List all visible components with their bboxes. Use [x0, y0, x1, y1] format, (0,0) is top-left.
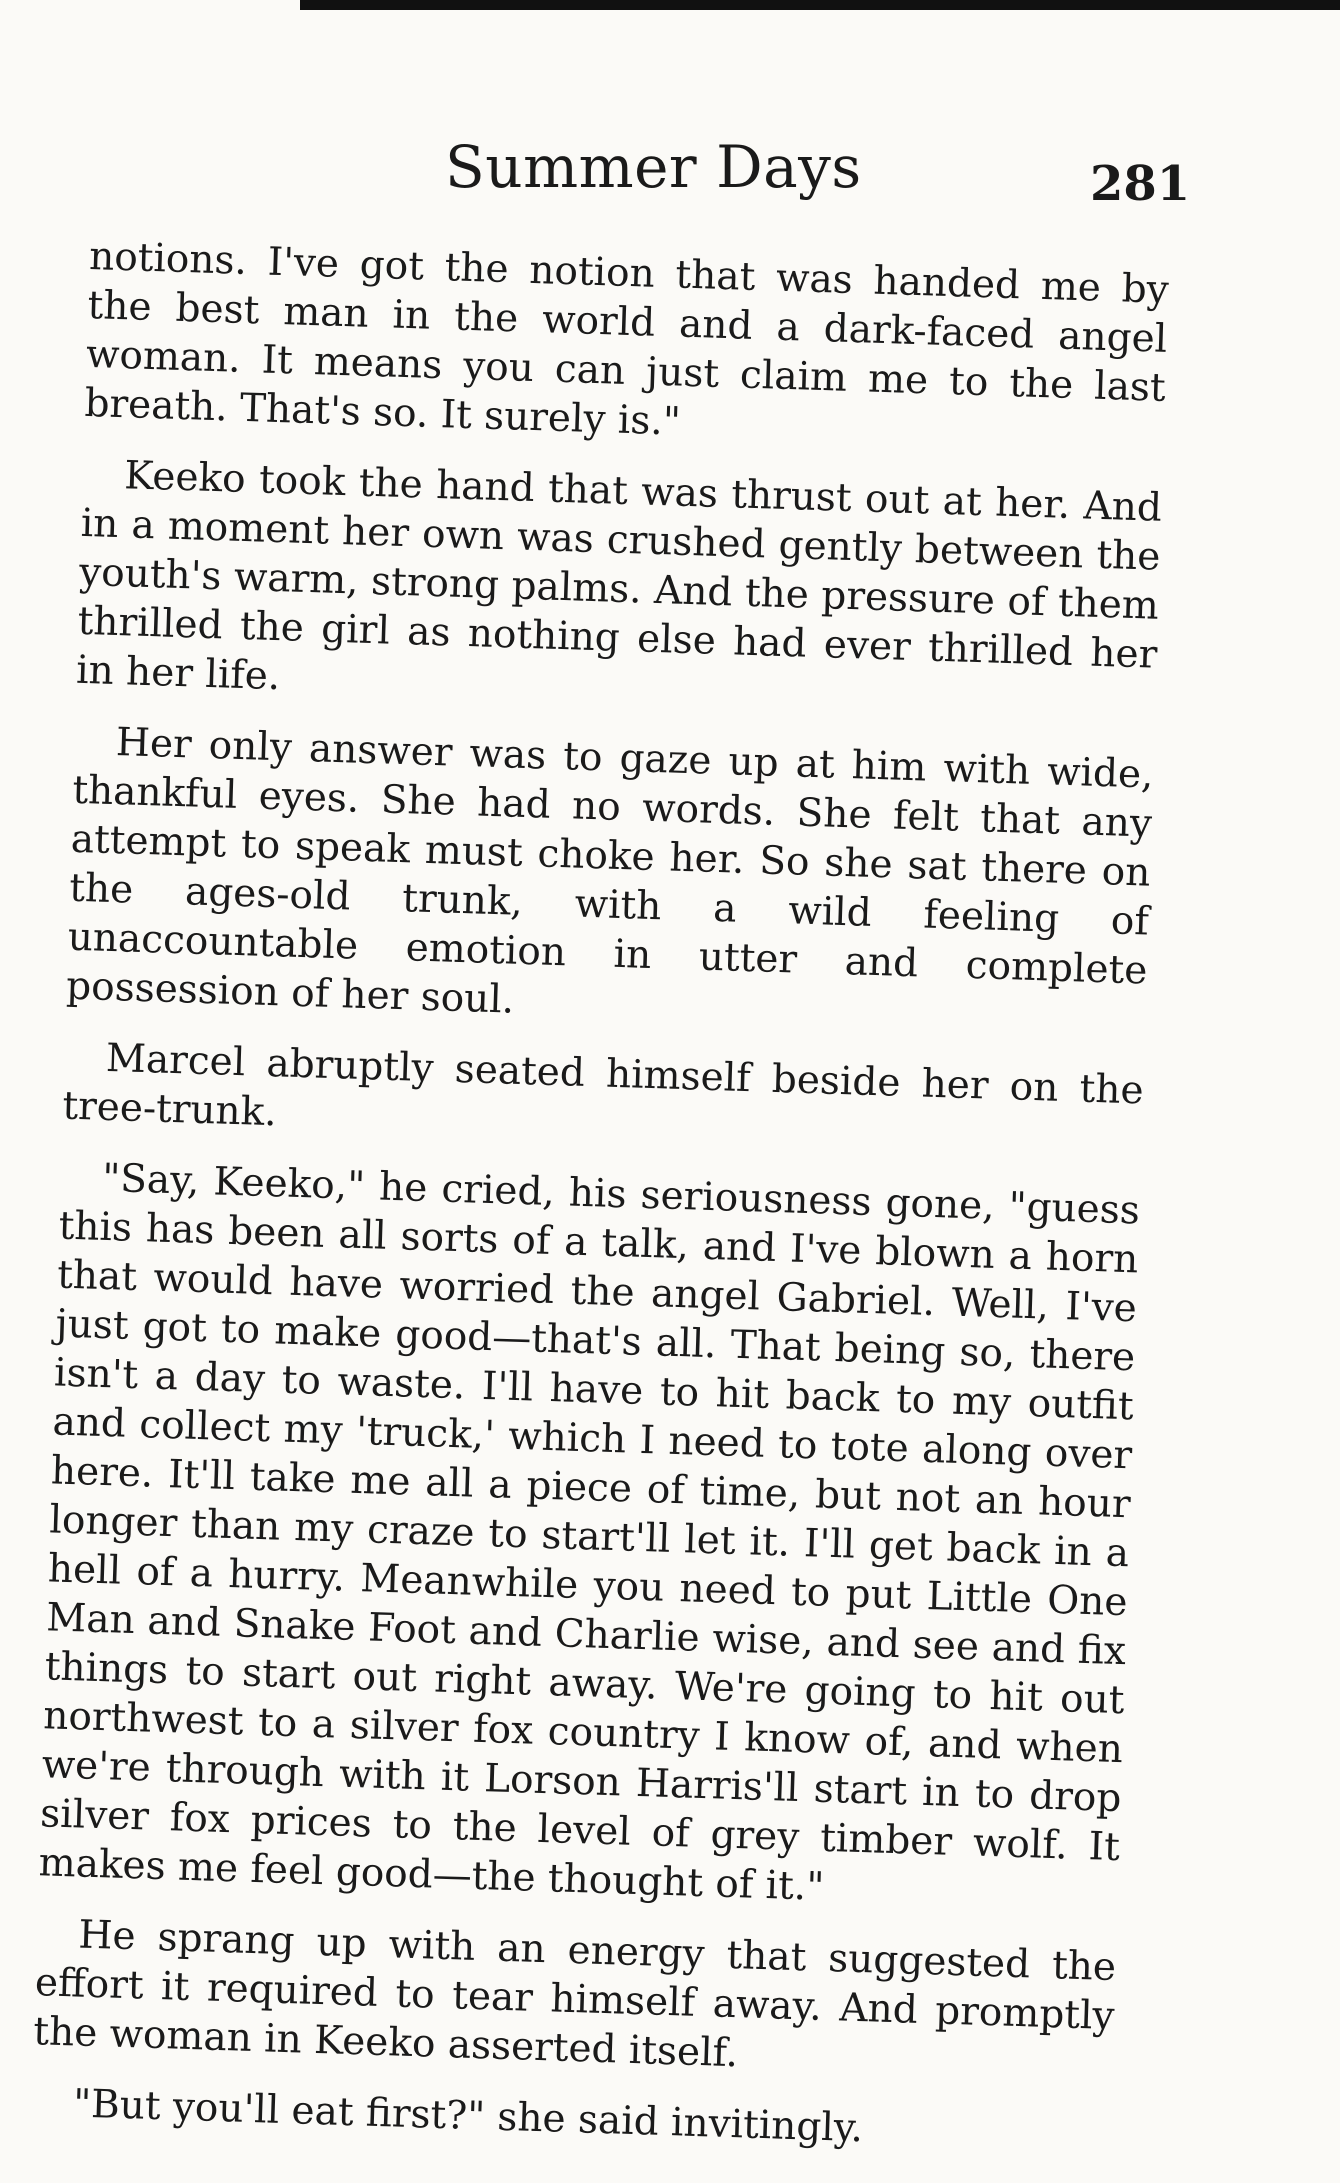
- page-header: [0, 133, 1340, 218]
- top-edge-rule: [300, 0, 1340, 10]
- paragraph-2: Keeko took the hand that was thrust out at her. And in a moment her own was crushed gently between the youth's warm, strong palms. And the pressure of them thrilled the girl as nothing else had ever thrilled her in her life.: [75, 453, 1163, 700]
- paragraph-7: "But you'll eat first?" she said invitingly.: [72, 2081, 864, 2152]
- paragraph-1: notions. I've got the notion that was handed me by the best man in the world and a dark-faced angel woman. It means you can just claim me to the last breath. That's so. It surely is.": [83, 233, 1170, 445]
- running-title: Summer Days: [445, 133, 862, 201]
- body-text: [30, 232, 1170, 2183]
- paragraph-6: He sprang up with an energy that suggested the effort it required to tear himself away. And promptly the woman in Keeko asserted itself.: [32, 1912, 1117, 2077]
- page-number: 281: [1090, 156, 1191, 212]
- paragraph-5: "Say, Keeko," he cried, his seriousness gone, "guess this has been all sorts of a talk, and I've blown a horn that would have worried the angel Gabriel. Well, I've just got to make good—that's all. That being so, there isn't a day to waste. I'll have to hit back to my outfit and collect my 'truck,' which I need to tote along over here. It'll take me all a piece of time, but not an hour longer than my craze to start'll let it. I'll get back in a hell of a hurry. Meanwhile you need to put Little One Man and Snake Foot and Charlie wise, and see and fix things to start out right away. We're going to hit out northwest to a silver fox country I know of, and when we're through with it Lorson Harris'll start in to drop silver fox prices to the level of grey timber wolf. It makes me feel good—the thought of it.": [38, 1155, 1141, 1910]
- paragraph-4: Marcel abruptly seated himself beside her on the tree-trunk.: [61, 1035, 1145, 1136]
- paragraph-3: Her only answer was to gaze up at him with wide, thankful eyes. She had no words. She felt that any attempt to speak must choke her. So she sat there on the ages-old trunk, with a wild feeling of unaccountable emotion in utter and complete possession of her soul.: [65, 720, 1155, 1023]
